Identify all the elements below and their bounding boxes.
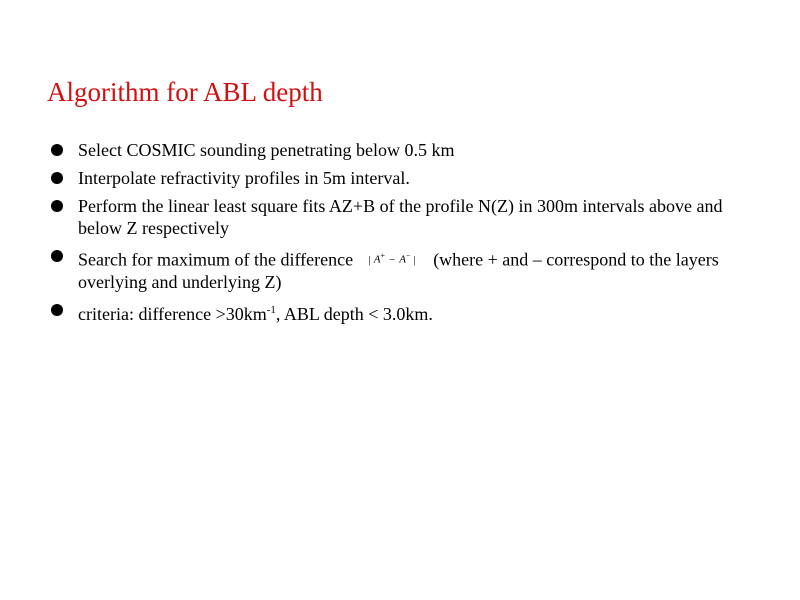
formula-bar-left: |: [368, 253, 371, 266]
bullet-item-linear-fit: [50, 195, 770, 239]
formula-sup-1: +: [380, 251, 386, 260]
bullet-text-before: Search for maximum of the difference: [78, 249, 354, 270]
formula-bar-right: |: [413, 253, 416, 266]
bullet-item-criteria: [50, 299, 770, 325]
bullet-dot-icon: [51, 250, 63, 262]
bullet-text: Select COSMIC sounding penetrating below 0.5 km: [78, 140, 455, 160]
bullet-item-interpolate: [50, 167, 770, 189]
bullet-dot-icon: [51, 200, 63, 212]
bullet-list: [50, 139, 770, 331]
bullet-text-after: (where + and – correspond to the layers overlying and underlying Z): [78, 249, 719, 292]
formula-term-2: A: [399, 253, 406, 266]
bullet-text-after: , ABL depth < 3.0km.: [275, 303, 433, 324]
bullet-dot-icon: [51, 172, 63, 184]
unit-exponent: -1: [266, 303, 276, 316]
bullet-item-search-maximum: [50, 245, 770, 293]
formula-sup-2: −: [405, 251, 411, 260]
bullet-text-before: criteria: difference >30km: [78, 303, 267, 324]
formula-term-1: A: [373, 253, 381, 266]
bullet-item-select-cosmic: [50, 139, 770, 161]
slide-title: Algorithm for ABL depth: [47, 77, 323, 107]
difference-formula: [366, 245, 419, 271]
formula-operator: −: [389, 253, 396, 266]
bullet-dot-icon: [51, 144, 63, 156]
bullet-dot-icon: [51, 304, 63, 316]
bullet-text: Interpolate refractivity profiles in 5m interval.: [78, 168, 410, 188]
bullet-text: Perform the linear least square fits AZ+B of the profile N(Z) in 300m intervals above and below Z respectively: [78, 196, 723, 238]
